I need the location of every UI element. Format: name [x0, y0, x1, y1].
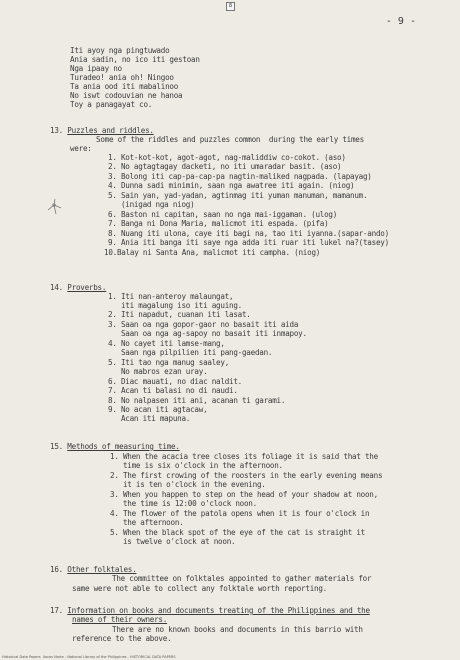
footer-credit: Historical Data Papers Ilocos Norte - National Library of the Philippines - HISTORICAL DATA PAPERS [2, 655, 176, 659]
text-line: 2. Iti napadut, cuanan iti lasat. [108, 310, 251, 319]
text-line: Nga ipaay no [70, 64, 122, 73]
page-number: - 9 - [385, 16, 416, 27]
text-line: 1. Kot-kot-kot, agot-agot, nag-maliddiw co-cokot. (aso) [108, 153, 346, 162]
text-line: Toy a panagayat co. [70, 100, 153, 109]
text-line: 9. No acan iti agtacaw, [108, 405, 208, 414]
section-heading: 14. Proverbs. [50, 283, 107, 292]
text-line: 5. Iti tao nga manug saaley, [108, 358, 230, 367]
text-line: reference to the above. [72, 634, 172, 643]
text-line: Ania sadin, no ico iti gestoan [70, 55, 200, 64]
text-line: Saan oa nga ag-sapoy no basait iti inmapoy. [108, 329, 307, 338]
text-line: No mabros ezan uray. [108, 367, 208, 376]
section-heading: 17. Information on books and documents treating of the Philippines and the [50, 606, 370, 615]
text-line: 2. No agtagtagay dacketi, no iti umaradar basit. (aso) [108, 162, 342, 171]
text-line: 4. Dunna sadi minimin, saan nga awatree iti again. (niog) [108, 181, 355, 190]
text-line: 3. Saan oa nga gopor-gaor no basait iti aida [108, 320, 299, 329]
section-heading: names of their owners. [72, 615, 168, 624]
text-line: Some of the riddles and puzzles common during the early times [96, 135, 364, 144]
text-line: 9. Ania iti banga iti saye nga adda iti ruar iti lukel na?(tasey) [108, 238, 389, 247]
text-line: 3. Bolong iti cap-pa-cap-pa nagtin-maliked nagpada. (lapayag) [108, 172, 372, 181]
text-line: the afternoon. [110, 518, 184, 527]
text-line: 3. When you happen to step on the head of your shadow at noon, [110, 490, 378, 499]
text-line: There are no known books and documents in this barrio with [112, 625, 363, 634]
text-line: 7. Banga ni Dona Maria, malicmot iti espada. (pifa) [108, 219, 329, 228]
text-line: same were not able to collect any folktale worth reporting. [72, 584, 327, 593]
pencil-sketch-mark [44, 196, 66, 218]
text-line: the time is 12:00 o'clock noon. [110, 499, 257, 508]
text-line: Acan iti mapuna. [108, 414, 191, 423]
text-line: 1. Iti nan-anteroy malaungat, [108, 292, 234, 301]
section-heading: 16. Other folktales. [50, 565, 137, 574]
text-line: 4. No cayet iti lamse-mang, [108, 339, 225, 348]
text-line: Saan nga pilpilien iti pang-gaedan. [108, 348, 273, 357]
text-line: 10.Balay ni Santa Ana, malicmot iti campha. (niog) [104, 248, 321, 257]
text-line: (inigad nga niog) [108, 200, 195, 209]
text-line: time is six o'clock in the afternoon. [110, 461, 283, 470]
text-line: 4. The flower of the patola opens when it is four o'clock in [110, 509, 370, 518]
text-line: Ta ania ood iti mabalinoo [70, 82, 179, 91]
page-marker-box: 8 [226, 2, 235, 11]
text-line: 6. Baston ni capitan, saan no nga mai-iggaman. (ulog) [108, 210, 338, 219]
text-line: 6. Diac mauati, no diac naldit. [108, 377, 242, 386]
text-line: 1. When the acacia tree closes its foliage it is said that the [110, 452, 378, 461]
text-line: 2. The first crowing of the roosters in the early evening means [110, 471, 383, 480]
text-line: 7. Acan ti balasi no di naudi. [108, 386, 238, 395]
text-line: 5. Sain yan, yad-yadan, agtinmag iti yuman manuman, mamanum. [108, 191, 368, 200]
text-line: were: [70, 144, 92, 153]
text-line: No iswt codouvian ne hanoa [70, 91, 183, 100]
text-line: is twelve o'clock at noon. [110, 537, 236, 546]
text-line: The committee on folktales appointed to gather materials for [112, 574, 372, 583]
text-line: 5. When the black spot of the eye of the cat is straight it [110, 528, 365, 537]
text-line: Iti ayoy nga pingtuwado [70, 46, 170, 55]
section-heading: 13. Puzzles and riddles. [50, 126, 154, 135]
section-heading: 15. Methods of measuring time. [50, 442, 180, 451]
text-line: it is ten o'clock in the evening. [110, 480, 266, 489]
text-line: Turadeo! ania oh! Ningoo [70, 73, 174, 82]
text-line: iti magalung iso iti aguing. [108, 301, 242, 310]
text-line: 8. Nuang iti ulona, caye iti bagi na, tao iti iyanna.(sapar-ando) [108, 229, 389, 238]
text-line: 8. No nalpasen iti ani, acanan ti garami. [108, 396, 286, 405]
